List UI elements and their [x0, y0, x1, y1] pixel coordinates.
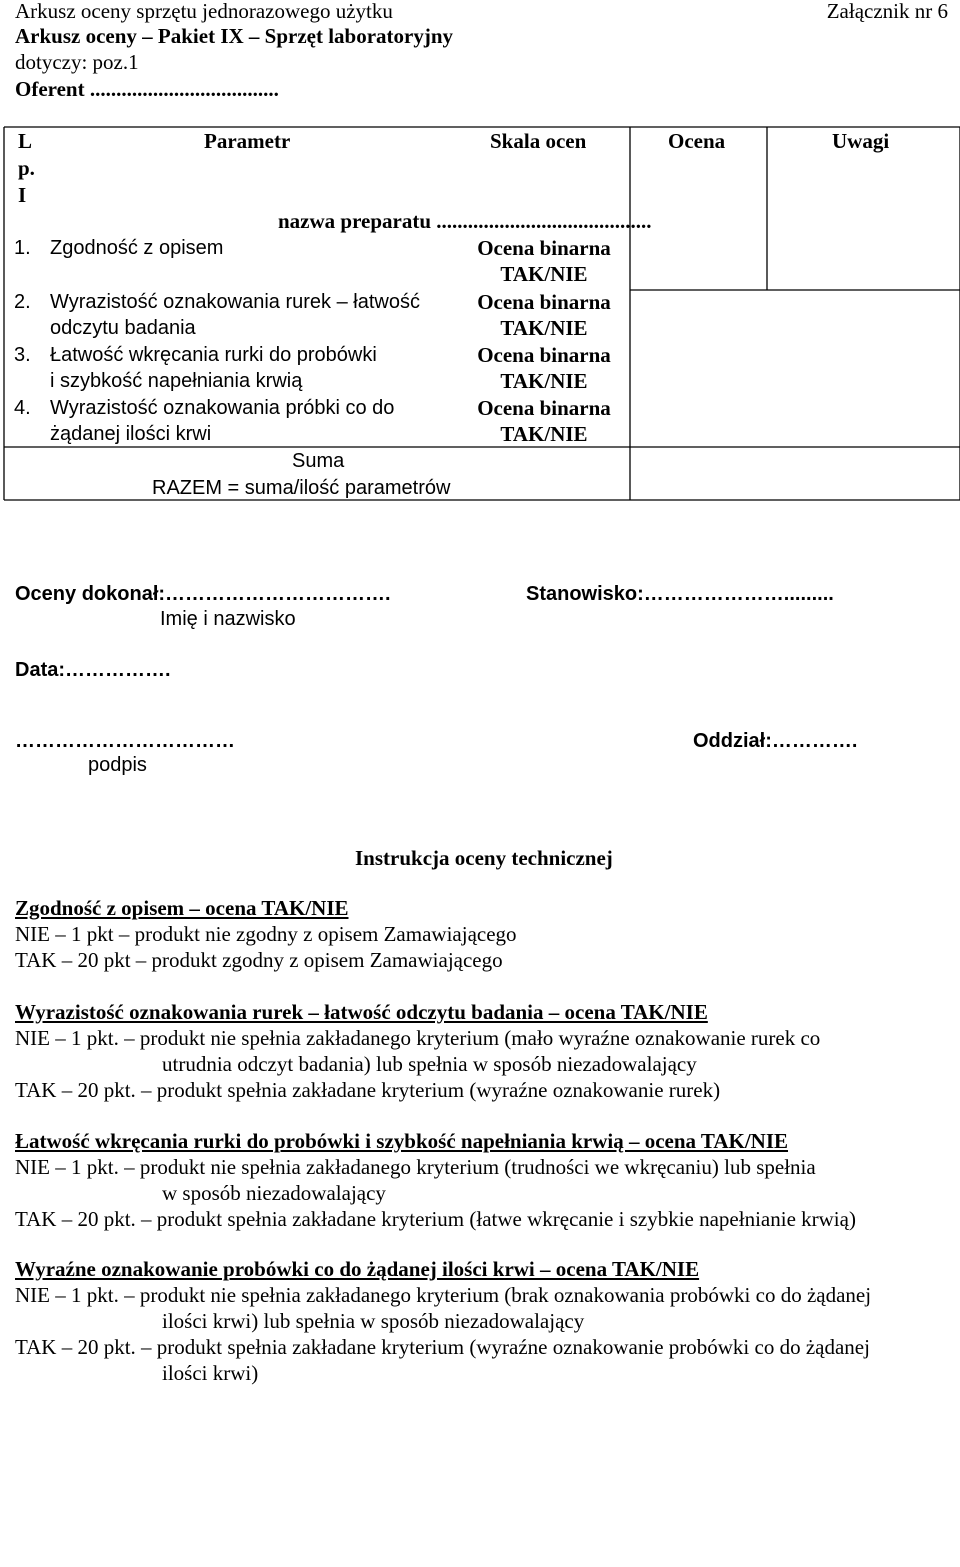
instruction-line: TAK – 20 pkt. – produkt spełnia zakładane kryterium (łatwe wkręcanie i szybkie napełnianie krwią) [15, 1207, 856, 1231]
instruction-line-cont: ilości krwi) lub spełnia w sposób niezadowalający [162, 1309, 585, 1333]
section-heading: Wyraźne oznakowanie probówki co do żądanej ilości krwi – ocena TAK/NIE [15, 1257, 700, 1281]
instruction-line: NIE – 1 pkt – produkt nie zgodny z opisem Zamawiającego [15, 922, 517, 946]
uwagi-header: Uwagi [832, 129, 890, 153]
instruction-line: NIE – 1 pkt. – produkt nie spełnia zakładanego kryterium (trudności we wkręcaniu) lub spełnia [15, 1155, 816, 1179]
signature-caption: podpis [88, 754, 147, 776]
row-scale-values: TAK/NIE [500, 316, 588, 340]
lp-header-2: p. [18, 156, 35, 180]
row-parameter: Wyrazistość oznakowania rurek – łatwość [50, 291, 420, 313]
position-reference: dotyczy: poz.1 [15, 50, 139, 74]
skala-header: Skala ocen [490, 129, 587, 153]
lp-header-3: I [18, 183, 27, 207]
document-subtitle: Arkusz oceny sprzętu jednorazowego użytku [15, 0, 393, 23]
bidder-field[interactable]: Oferent .................................... [15, 77, 279, 101]
row-scale-values: TAK/NIE [500, 369, 588, 393]
row-scale-type: Ocena binarna [477, 343, 611, 367]
lp-header-1: L [18, 129, 33, 153]
row-parameter: Wyrazistość oznakowania próbki co do [50, 397, 395, 419]
section-heading: Zgodność z opisem – ocena TAK/NIE [15, 896, 349, 920]
row-scale-type: Ocena binarna [477, 290, 611, 314]
row-number: 3. [14, 344, 31, 366]
position-field[interactable]: Stanowisko:…………………......... [526, 583, 834, 605]
row-parameter-cont: i szybkość napełniania krwią [50, 370, 303, 392]
signature-field[interactable]: …………………………… [15, 730, 235, 752]
row-parameter-cont: odczytu badania [50, 317, 196, 339]
row-scale-values: TAK/NIE [500, 422, 588, 446]
evaluator-field[interactable]: Oceny dokonał:……………………………. [15, 583, 391, 605]
instruction-line: NIE – 1 pkt. – produkt nie spełnia zakładanego kryterium (brak oznakowania probówki co do żądanej [15, 1283, 872, 1307]
row-number: 4. [14, 397, 31, 419]
total-label: RAZEM = suma/ilość parametrów [152, 477, 451, 499]
sum-label: Suma [292, 450, 345, 472]
attachment-number: Załącznik nr 6 [826, 0, 948, 23]
section-heading: Wyrazistość oznakowania rurek – łatwość odczytu badania – ocena TAK/NIE [15, 1000, 708, 1024]
ocena-header: Ocena [668, 129, 726, 153]
department-field[interactable]: Oddział:…………. [693, 730, 858, 752]
instruction-line-cont: ilości krwi) [162, 1361, 259, 1385]
instruction-line: TAK – 20 pkt. – produkt spełnia zakładane kryterium (wyraźne oznakowanie probówki co do żądanej [15, 1335, 870, 1359]
parametr-header: Parametr [204, 129, 291, 153]
row-parameter-cont: żądanej ilości krwi [50, 423, 212, 445]
evaluator-caption: Imię i nazwisko [160, 608, 296, 630]
row-number: 1. [14, 237, 31, 259]
row-scale-type: Ocena binarna [477, 236, 611, 260]
date-field[interactable]: Data:……………. [15, 659, 171, 681]
instruction-line-cont: w sposób niezadowalający [162, 1181, 386, 1205]
row-parameter: Zgodność z opisem [50, 237, 224, 259]
row-scale-type: Ocena binarna [477, 396, 611, 420]
instruction-line-cont: utrudnia odczyt badania) lub spełnia w sposób niezadowalający [162, 1052, 697, 1076]
row-number: 2. [14, 291, 31, 313]
row-parameter: Łatwość wkręcania rurki do probówki [50, 344, 377, 366]
instructions-title: Instrukcja oceny technicznej [355, 846, 613, 870]
row-scale-values: TAK/NIE [500, 262, 588, 286]
product-name-field[interactable]: nazwa preparatu ......................................... [278, 209, 652, 233]
document-title: Arkusz oceny – Pakiet IX – Sprzęt laboratoryjny [15, 24, 454, 48]
instruction-line: TAK – 20 pkt. – produkt spełnia zakładane kryterium (wyraźne oznakowanie rurek) [15, 1078, 721, 1102]
section-heading: Łatwość wkręcania rurki do probówki i szybkość napełniania krwią – ocena TAK/NIE [15, 1129, 789, 1153]
instruction-line: NIE – 1 pkt. – produkt nie spełnia zakładanego kryterium (mało wyraźne oznakowanie rurek co [15, 1026, 821, 1050]
instruction-line: TAK – 20 pkt – produkt zgodny z opisem Zamawiającego [15, 948, 503, 972]
